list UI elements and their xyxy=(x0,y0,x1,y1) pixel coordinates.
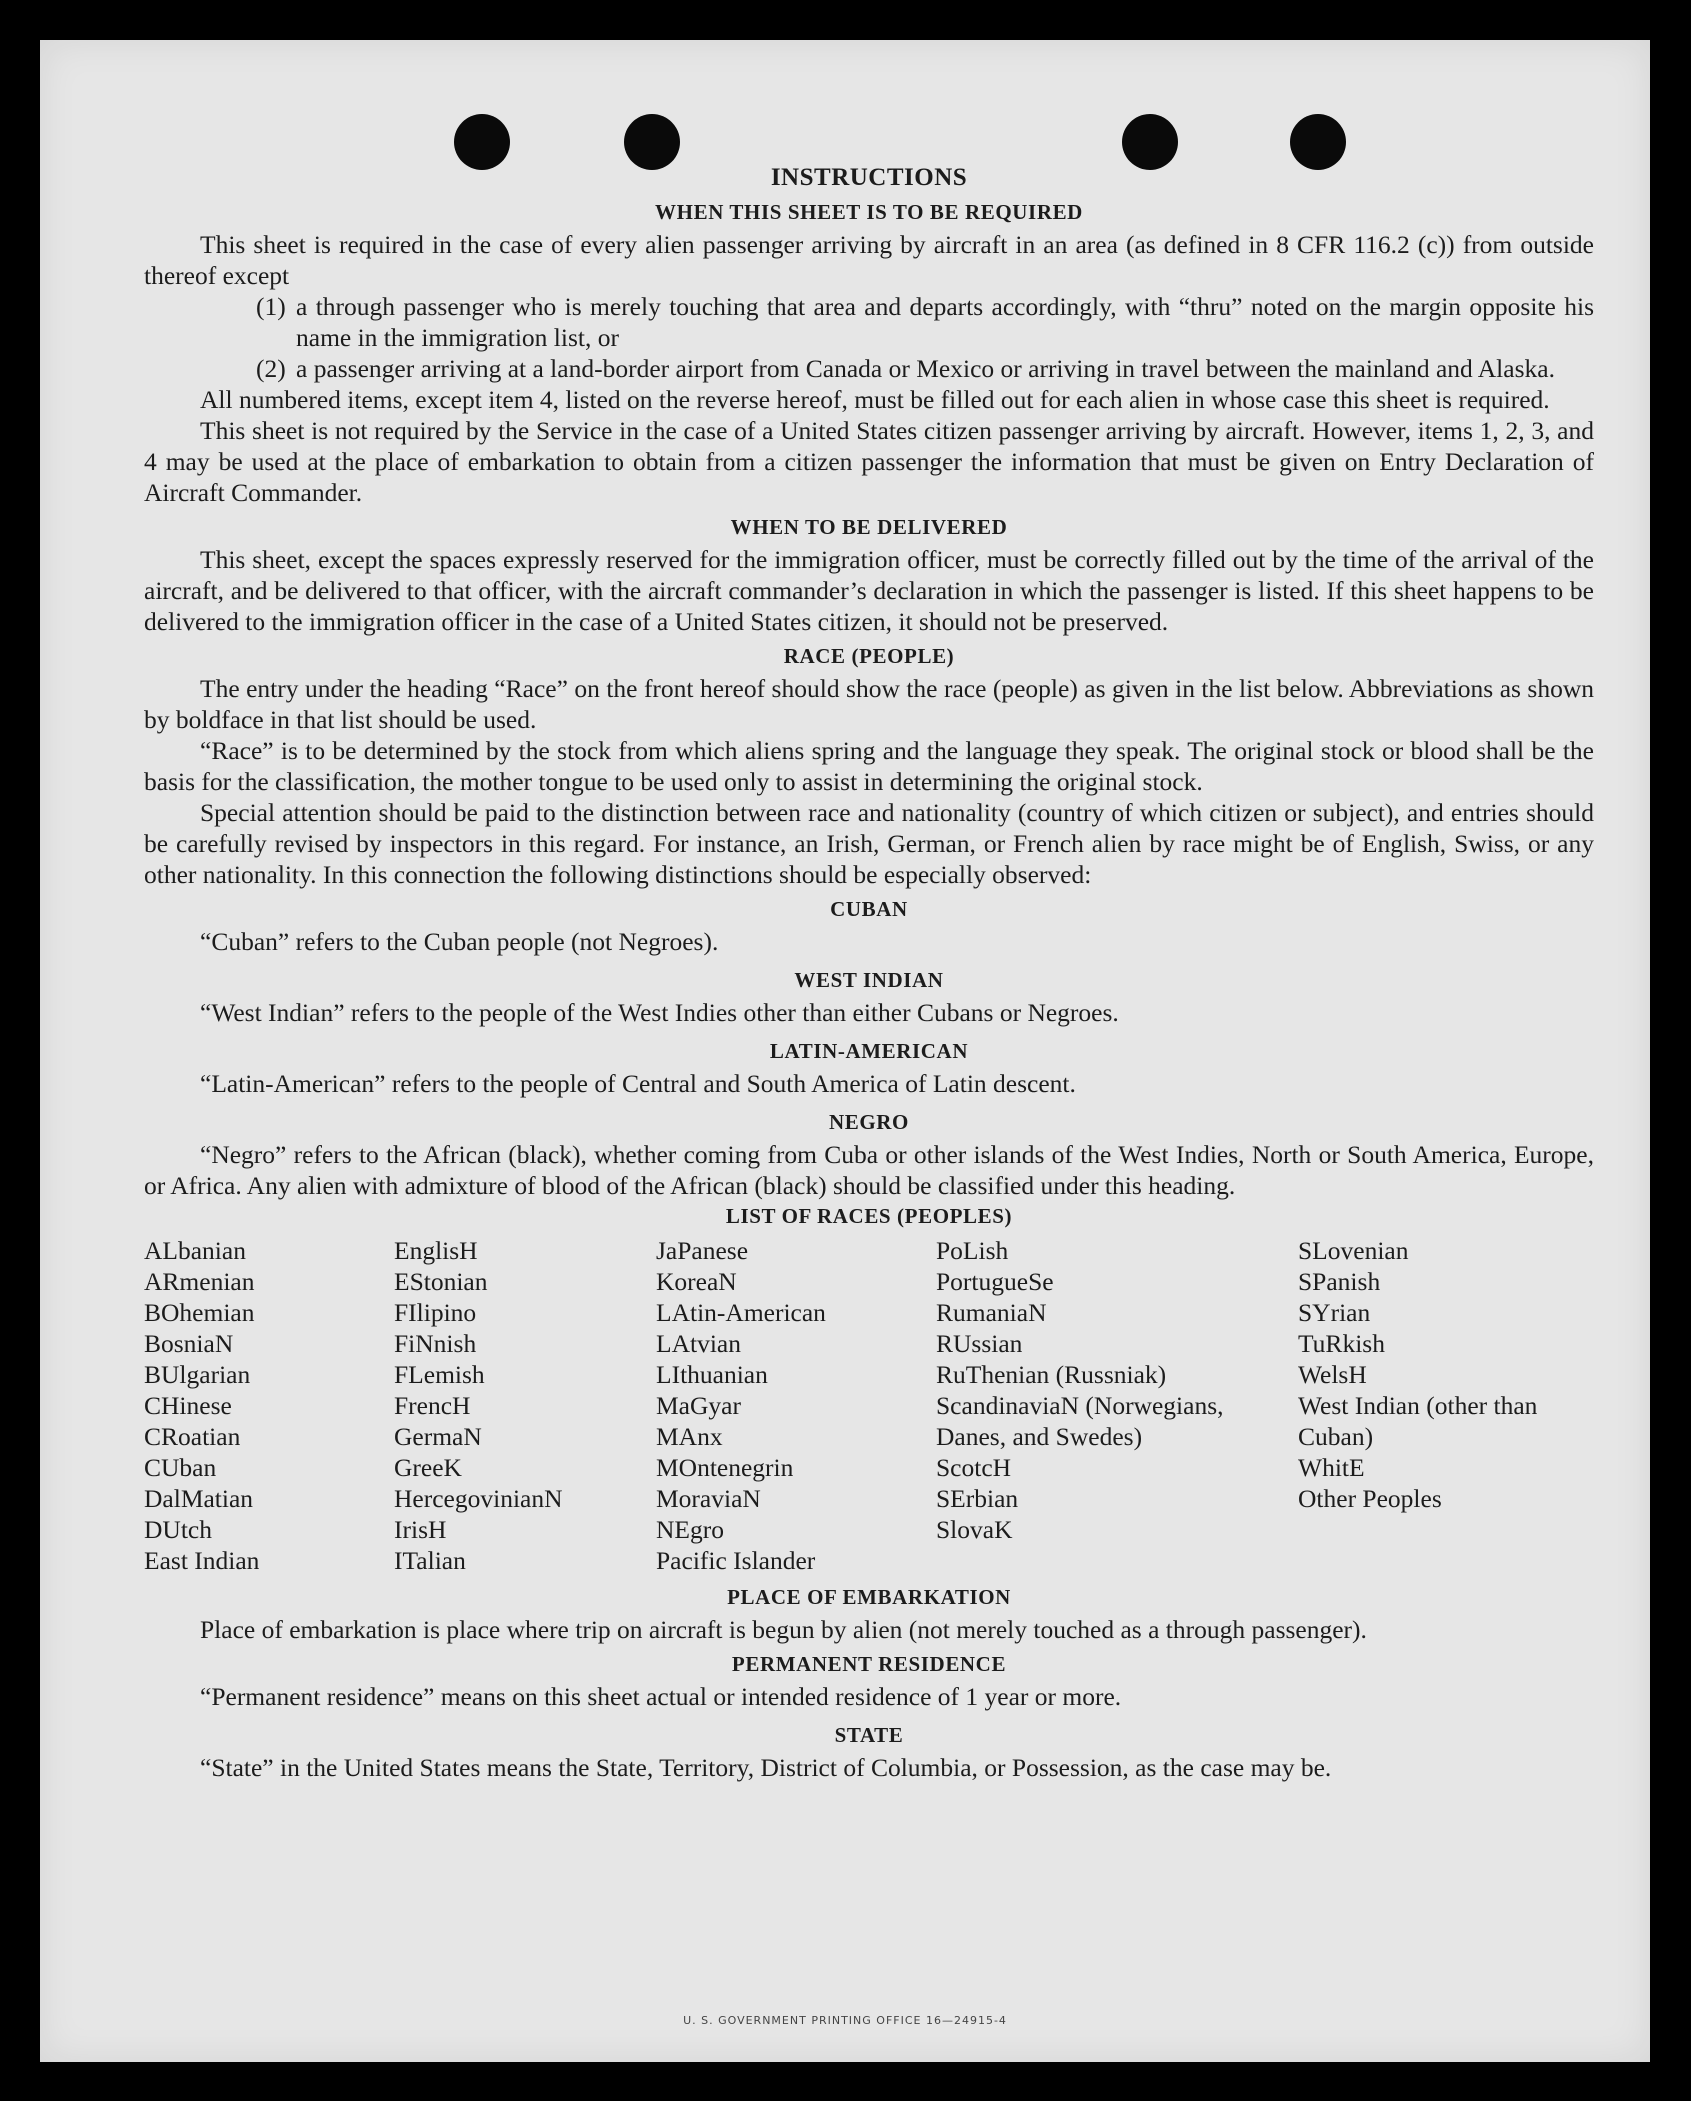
section-heading-embarkation: PLACE OF EMBARKATION xyxy=(727,1585,1011,1609)
paragraph: Special attention should be paid to the distinction between race and nationality (country of which citizen or subject), and entries should be carefully revised by inspectors in this regard. For instance, an Irish, German, or French alien by race might be of English, Swiss, or any other nationality. In this connection the following distinctions should be especially observed: xyxy=(144,798,1594,889)
list-number: (2) xyxy=(256,354,286,383)
paragraph: The entry under the heading “Race” on the front hereof should show the race (people) as given in the list below. Abbreviations as shown by boldface in that list should be used. xyxy=(144,674,1594,734)
paragraph: All numbered items, except item 4, listed on the reverse hereof, must be filled out for each alien in whose case this sheet is required. xyxy=(200,385,1550,414)
race-entry: BUlgarian xyxy=(144,1360,251,1389)
definition-west-indian: “West Indian” refers to the people of the West Indies other than either Cubans or Negroes. xyxy=(200,998,1119,1027)
race-entry: WelsH xyxy=(1298,1360,1367,1389)
definition-state: “State” in the United States means the State, Territory, District of Columbia, or Possession, as the case may be. xyxy=(200,1753,1332,1782)
races-column xyxy=(144,1235,394,1576)
race-entry: DalMatian xyxy=(144,1484,254,1513)
section-heading-cuban: CUBAN xyxy=(830,897,908,921)
section-heading-residence: PERMANENT RESIDENCE xyxy=(731,1652,1007,1676)
race-entry: EStonian xyxy=(394,1267,488,1296)
race-entry: PortugueSe xyxy=(936,1267,1054,1296)
race-entry: ITalian xyxy=(394,1546,466,1575)
race-entry: MoraviaN xyxy=(656,1484,761,1513)
race-entry: LIthuanian xyxy=(656,1360,768,1389)
paragraph: This sheet is not required by the Service in the case of a United States citizen passenger arriving by aircraft. However, items 1, 2, 3, and 4 may be used at the place of embarkation to obtain from a citizen passenger the information that must be given on Entry Declaration of Aircraft Commander. xyxy=(144,416,1594,507)
section-heading-negro: NEGRO xyxy=(828,1110,909,1134)
race-entry: JaPanese xyxy=(656,1236,749,1265)
definition-embarkation: Place of embarkation is place where trip on aircraft is begun by alien (not merely touched as a through passenger). xyxy=(200,1615,1367,1644)
race-entry: MaGyar xyxy=(656,1391,741,1420)
race-entry: TuRkish xyxy=(1298,1329,1385,1358)
definition-cuban: “Cuban” refers to the Cuban people (not Negroes). xyxy=(200,927,719,956)
race-entry: ALbanian xyxy=(144,1236,246,1265)
race-entry: EnglisH xyxy=(394,1236,478,1265)
races-column xyxy=(394,1235,656,1576)
section-heading-west-indian: WEST INDIAN xyxy=(794,968,944,992)
race-entry: FiNnish xyxy=(394,1329,477,1358)
race-entry: IrisH xyxy=(394,1515,447,1544)
race-entry: Other Peoples xyxy=(1298,1484,1442,1513)
race-entry: RuThenian (Russniak) xyxy=(936,1360,1167,1389)
race-entry: NEgro xyxy=(656,1515,724,1544)
race-entry: BOhemian xyxy=(144,1298,255,1327)
paragraph: This sheet is required in the case of every alien passenger arriving by aircraft in an area (as defined in 8 CFR 116.2 (c)) from outside thereof except xyxy=(144,230,1594,290)
race-entry: CRoatian xyxy=(144,1422,241,1451)
races-column xyxy=(656,1235,936,1576)
race-entry: BosniaN xyxy=(144,1329,234,1358)
section-heading-when-required: WHEN THIS SHEET IS TO BE REQUIRED xyxy=(655,200,1083,224)
list-text: a through passenger who is merely touching that area and departs accordingly, with “thru” noted on the margin opposite his name in the immigration list, or xyxy=(296,292,1594,352)
race-entry: CUban xyxy=(144,1453,217,1482)
race-entry: WhitE xyxy=(1298,1453,1365,1482)
race-entry: SYrian xyxy=(1298,1298,1371,1327)
section-heading-race: RACE (PEOPLE) xyxy=(783,644,955,668)
race-entry: FLemish xyxy=(394,1360,485,1389)
race-entry: LAtin-American xyxy=(656,1298,826,1327)
race-entry: SErbian xyxy=(936,1484,1019,1513)
race-entry: SPanish xyxy=(1298,1267,1381,1296)
section-heading-state: STATE xyxy=(834,1723,904,1747)
race-entry: West Indian (other than Cuban) xyxy=(1298,1391,1538,1451)
definition-residence: “Permanent residence” means on this sheet actual or intended residence of 1 year or more. xyxy=(200,1682,1122,1711)
races-column xyxy=(936,1235,1298,1576)
race-entry: LAtvian xyxy=(656,1329,741,1358)
race-entry: MOntenegrin xyxy=(656,1453,794,1482)
race-entry: PoLish xyxy=(936,1236,1009,1265)
section-heading-list-of-races: LIST OF RACES (PEOPLES) xyxy=(725,1204,1013,1228)
definition-latin-american: “Latin-American” refers to the people of Central and South America of Latin descent. xyxy=(200,1069,1076,1098)
race-entry: ARmenian xyxy=(144,1267,255,1296)
section-heading-when-delivered: WHEN TO BE DELIVERED xyxy=(730,515,1008,539)
race-entry: DUtch xyxy=(144,1515,212,1544)
list-item xyxy=(144,291,1594,353)
race-entry: GermaN xyxy=(394,1422,482,1451)
race-entry: SlovaK xyxy=(936,1515,1013,1544)
race-entry: FIlipino xyxy=(394,1298,477,1327)
race-entry: HercegovinianN xyxy=(394,1484,563,1513)
definition-negro: “Negro” refers to the African (black), whether coming from Cuba or other islands of the West Indies, North or South America, Europe, or Africa. Any alien with admixture of blood of the African (black) should be classified under this heading. xyxy=(144,1140,1594,1200)
list-item xyxy=(144,353,1594,384)
race-entry: MAnx xyxy=(656,1422,723,1451)
race-entry: RUssian xyxy=(936,1329,1023,1358)
race-entry: ScotcH xyxy=(936,1453,1012,1482)
section-heading-latin-american: LATIN-AMERICAN xyxy=(769,1039,969,1063)
race-entry: East Indian xyxy=(144,1546,260,1575)
race-entry: Pacific Islander xyxy=(656,1546,816,1575)
race-entry: SLovenian xyxy=(1298,1236,1409,1265)
list-number: (1) xyxy=(256,292,286,321)
paragraph: This sheet, except the spaces expressly reserved for the immigration officer, must be correctly filled out by the time of the arrival of the aircraft, and be delivered to that officer, with the aircraft commander’s declaration in which the passenger is listed. If this sheet happens to be delivered to the immigration officer in the case of a United States citizen, it should not be preserved. xyxy=(144,545,1594,636)
races-table xyxy=(144,1235,1594,1576)
race-entry: KoreaN xyxy=(656,1267,737,1296)
instructions-body xyxy=(144,124,1594,1783)
list-text: a passenger arriving at a land-border airport from Canada or Mexico or arriving in travel between the mainland and Alaska. xyxy=(296,354,1555,383)
races-column xyxy=(1298,1235,1594,1576)
document-page xyxy=(40,40,1650,2062)
race-entry: FrencH xyxy=(394,1391,471,1420)
race-entry: GreeK xyxy=(394,1453,462,1482)
race-entry: CHinese xyxy=(144,1391,232,1420)
paragraph: “Race” is to be determined by the stock from which aliens spring and the language they speak. The original stock or blood shall be the basis for the classification, the mother tongue to be used only to assist in determining the original stock. xyxy=(144,736,1594,796)
race-entry: RumaniaN xyxy=(936,1298,1047,1327)
race-entry: ScandinaviaN (Norwegians, Danes, and Swedes) xyxy=(936,1391,1224,1451)
printer-imprint: U. S. GOVERNMENT PRINTING OFFICE 16—24915-4 xyxy=(683,2014,1007,2027)
page-title: INSTRUCTIONS xyxy=(770,164,968,191)
